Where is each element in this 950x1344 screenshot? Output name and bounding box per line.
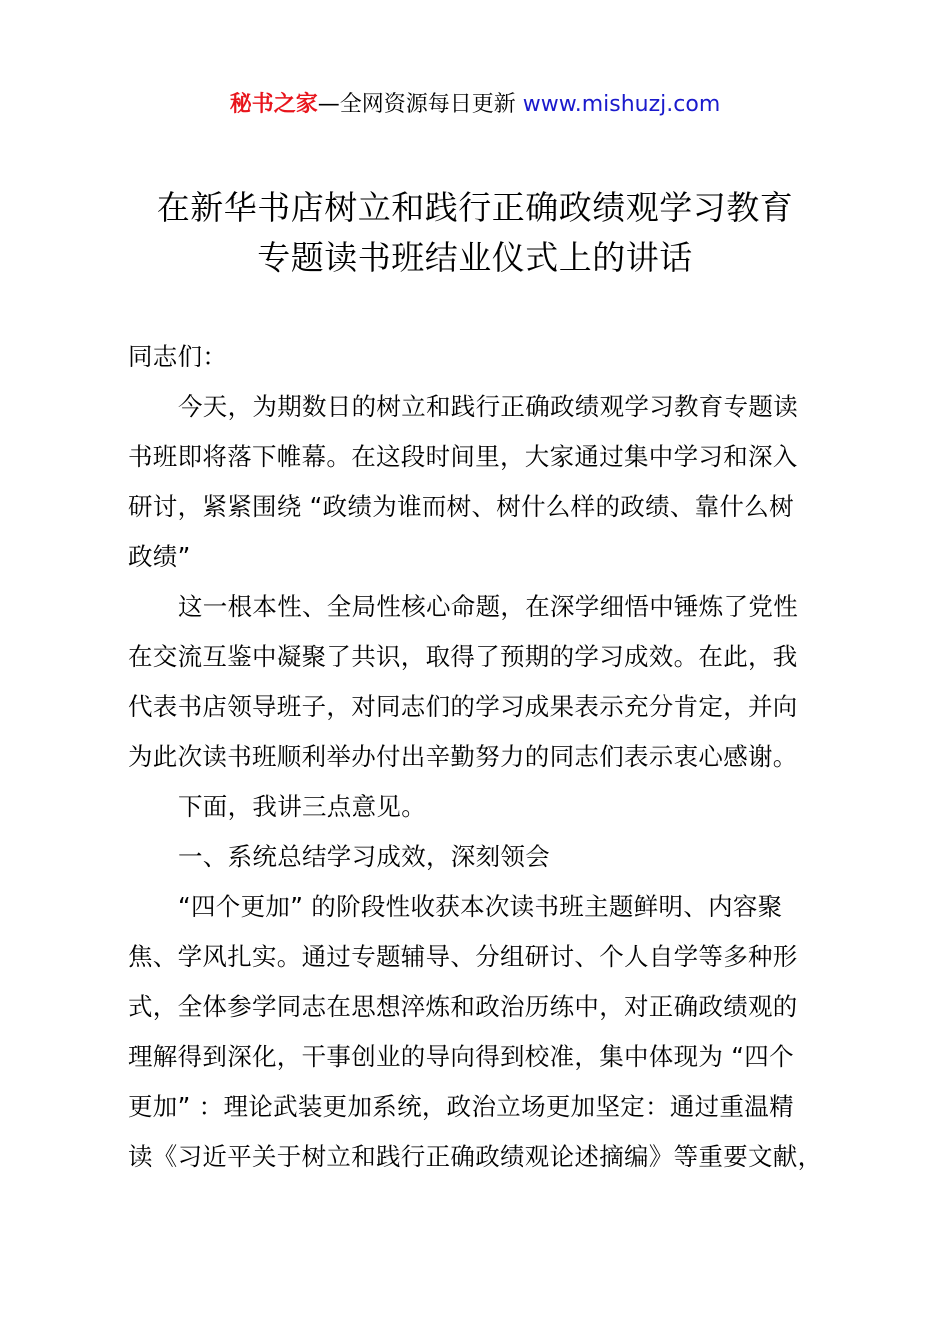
paragraph-line: “四个更加” 的阶段性收获本次读书班主题鲜明、内容聚 (178, 892, 783, 921)
section-heading: 一、系统总结学习成效，深刻领会 (178, 842, 550, 871)
brand-name: 秘书之家 (229, 92, 318, 117)
title-line-2: 专题读书班结业仪式上的讲话 (257, 238, 693, 277)
header-tagline: —全网资源每日更新 (317, 92, 516, 117)
paragraph-line: 焦、学风扎实。通过专题辅导、分组研讨、个人自学等多种形 (128, 942, 798, 971)
site-url-link[interactable]: www.mishuzj.com (522, 92, 721, 117)
paragraph-line: 下面，我讲三点意见。 (178, 792, 426, 821)
paragraph-line: 研讨，紧紧围绕 “政绩为谁而树、树什么样的政绩、靠什么树 (128, 492, 794, 521)
title-line-1: 在新华书店树立和践行正确政绩观学习教育 (156, 188, 794, 227)
paragraph-line: 式，全体参学同志在思想淬炼和政治历练中，对正确政绩观的 (128, 992, 798, 1021)
document-title (0, 183, 950, 283)
paragraph-line: 政绩” (128, 542, 191, 571)
salutation: 同志们： (128, 342, 228, 371)
paragraph-line: 在交流互鉴中凝聚了共识，取得了预期的学习成效。在此，我 (128, 642, 798, 671)
paragraph-line: 这一根本性、全局性核心命题，在深学细悟中锤炼了党性 (178, 592, 798, 621)
paragraph-line: 今天，为期数日的树立和践行正确政绩观学习教育专题读 (178, 392, 798, 421)
paragraph-line: 理解得到深化，干事创业的导向得到校准，集中体现为 “四个 (128, 1042, 794, 1071)
document-body (128, 332, 838, 1182)
paragraph-line: 为此次读书班顺利举办付出辛勤努力的同志们表示衷心感谢。 (128, 742, 798, 771)
paragraph-line: 代表书店领导班子，对同志们的学习成果表示充分肯定，并向 (128, 692, 798, 721)
paragraph-line: 书班即将落下帷幕。在这段时间里，大家通过集中学习和深入 (128, 442, 798, 471)
site-header (0, 88, 950, 122)
paragraph-line: 更加” ：理论武装更加系统，政治立场更加坚定：通过重温精 (128, 1092, 794, 1121)
paragraph-line: 读《习近平关于树立和践行正确政绩观论述摘编》等重要文献， (128, 1142, 823, 1171)
